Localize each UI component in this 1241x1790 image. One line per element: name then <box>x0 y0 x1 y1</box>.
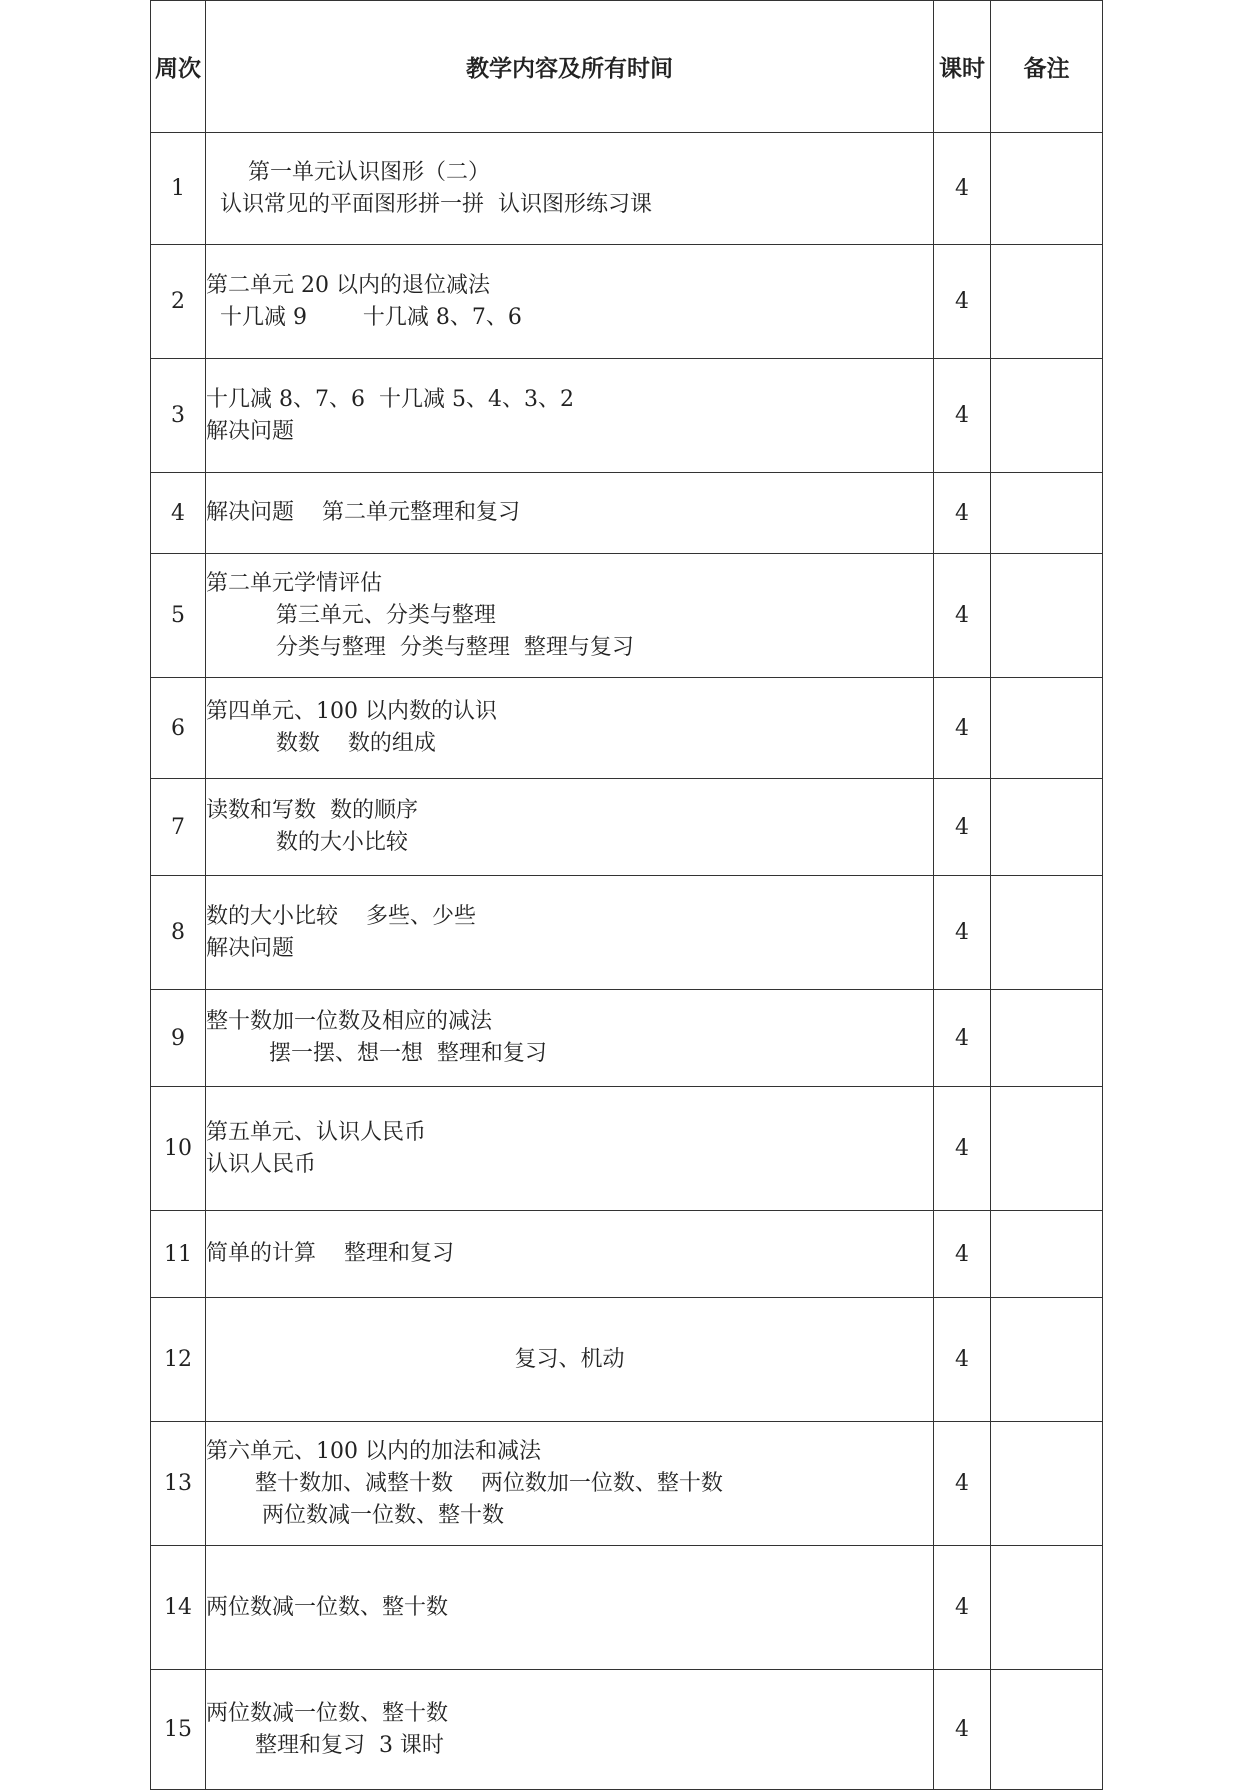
content-line: 认识常见的平面图形拼一拼 认识图形练习课 <box>206 191 652 217</box>
class-hours: 4 <box>934 473 991 554</box>
table-row <box>151 1211 1103 1298</box>
week-number: 12 <box>151 1298 206 1422</box>
table-row <box>151 245 1103 359</box>
week-number: 3 <box>151 359 206 473</box>
notes-cell <box>991 133 1103 245</box>
table-row <box>151 1670 1103 1790</box>
content-line: 读数和写数 数的顺序 <box>206 798 418 823</box>
table-row <box>151 473 1103 554</box>
content-line: 分类与整理 分类与整理 整理与复习 <box>206 634 634 660</box>
class-hours: 4 <box>934 1670 991 1790</box>
schedule-body <box>151 133 1103 1790</box>
class-hours: 4 <box>934 876 991 990</box>
week-number: 2 <box>151 245 206 359</box>
teaching-content <box>206 990 934 1087</box>
content-line: 第五单元、认识人民币 <box>206 1119 427 1145</box>
week-number: 10 <box>151 1087 206 1211</box>
content-line: 数的大小比较 <box>206 830 408 855</box>
teaching-content <box>206 1670 934 1790</box>
week-number: 9 <box>151 990 206 1087</box>
teaching-content <box>206 1546 934 1670</box>
header-week: 周次 <box>151 1 206 133</box>
content-line: 两位数减一位数、整十数 <box>206 1700 449 1726</box>
class-hours: 4 <box>934 245 991 359</box>
class-hours: 4 <box>934 678 991 779</box>
notes-cell <box>991 990 1103 1087</box>
class-hours: 4 <box>934 359 991 473</box>
notes-cell <box>991 245 1103 359</box>
table-row <box>151 990 1103 1087</box>
teaching-content <box>206 678 934 779</box>
week-number: 8 <box>151 876 206 990</box>
teaching-content <box>206 359 934 473</box>
content-line: 两位数减一位数、整十数 <box>206 1502 504 1528</box>
class-hours: 4 <box>934 1422 991 1546</box>
notes-cell <box>991 876 1103 990</box>
class-hours: 4 <box>934 779 991 876</box>
teaching-content <box>206 473 934 554</box>
teaching-content <box>206 554 934 678</box>
class-hours: 4 <box>934 1087 991 1211</box>
content-line: 十几减 9 十几减 8、7、6 <box>206 304 522 330</box>
class-hours: 4 <box>934 1298 991 1422</box>
table-row <box>151 133 1103 245</box>
content-line: 解决问题 <box>206 935 295 961</box>
table-row <box>151 359 1103 473</box>
table-row <box>151 1546 1103 1670</box>
teaching-content <box>206 1298 934 1422</box>
content-line: 第一单元认识图形（二） <box>206 159 490 185</box>
header-notes: 备注 <box>991 1 1103 133</box>
content-line: 摆一摆、想一想 整理和复习 <box>206 1041 547 1066</box>
header-content: 教学内容及所有时间 <box>206 1 934 133</box>
notes-cell <box>991 359 1103 473</box>
notes-cell <box>991 1087 1103 1211</box>
teaching-content <box>206 1087 934 1211</box>
table-row <box>151 678 1103 779</box>
content-line: 简单的计算 整理和复习 <box>206 1241 454 1266</box>
table-row <box>151 554 1103 678</box>
notes-cell <box>991 1211 1103 1298</box>
content-line: 第四单元、100 以内数的认识 <box>206 699 497 724</box>
class-hours: 4 <box>934 554 991 678</box>
teaching-content <box>206 779 934 876</box>
content-line: 整十数加一位数及相应的减法 <box>206 1009 493 1034</box>
content-line: 整理和复习 3 课时 <box>206 1732 444 1758</box>
notes-cell <box>991 779 1103 876</box>
class-hours: 4 <box>934 133 991 245</box>
notes-cell <box>991 1670 1103 1790</box>
content-line: 解决问题 <box>206 418 295 444</box>
week-number: 7 <box>151 779 206 876</box>
teaching-content <box>206 1211 934 1298</box>
teaching-content <box>206 876 934 990</box>
class-hours: 4 <box>934 990 991 1087</box>
notes-cell <box>991 1298 1103 1422</box>
content-line: 解决问题 第二单元整理和复习 <box>206 500 520 525</box>
content-line: 十几减 8、7、6 十几减 5、4、3、2 <box>206 386 574 412</box>
table-row <box>151 1087 1103 1211</box>
week-number: 15 <box>151 1670 206 1790</box>
notes-cell <box>991 678 1103 779</box>
notes-cell <box>991 554 1103 678</box>
notes-cell <box>991 1546 1103 1670</box>
content-line: 复习、机动 <box>514 1346 625 1372</box>
teaching-content <box>206 1422 934 1546</box>
notes-cell <box>991 1422 1103 1546</box>
content-line: 认识人民币 <box>206 1151 317 1177</box>
class-hours: 4 <box>934 1211 991 1298</box>
content-line: 数的大小比较 多些、少些 <box>206 903 476 929</box>
content-line: 整十数加、减整十数 两位数加一位数、整十数 <box>206 1470 723 1496</box>
week-number: 4 <box>151 473 206 554</box>
content-line: 第二单元学情评估 <box>206 570 383 596</box>
table-row <box>151 779 1103 876</box>
table-row <box>151 1298 1103 1422</box>
week-number: 11 <box>151 1211 206 1298</box>
table-row <box>151 1422 1103 1546</box>
header-hours: 课时 <box>934 1 991 133</box>
notes-cell <box>991 473 1103 554</box>
week-number: 14 <box>151 1546 206 1670</box>
content-line: 两位数减一位数、整十数 <box>206 1594 449 1620</box>
header-row <box>151 1 1103 133</box>
teaching-content <box>206 133 934 245</box>
week-number: 5 <box>151 554 206 678</box>
content-line: 第三单元、分类与整理 <box>206 602 496 628</box>
table-row <box>151 876 1103 990</box>
week-number: 13 <box>151 1422 206 1546</box>
content-line: 第六单元、100 以内的加法和减法 <box>206 1438 541 1464</box>
teaching-content <box>206 245 934 359</box>
week-number: 1 <box>151 133 206 245</box>
teaching-schedule-table <box>150 0 1103 1790</box>
content-line: 数数 数的组成 <box>206 731 436 756</box>
class-hours: 4 <box>934 1546 991 1670</box>
content-line: 第二单元 20 以内的退位减法 <box>206 272 490 298</box>
week-number: 6 <box>151 678 206 779</box>
